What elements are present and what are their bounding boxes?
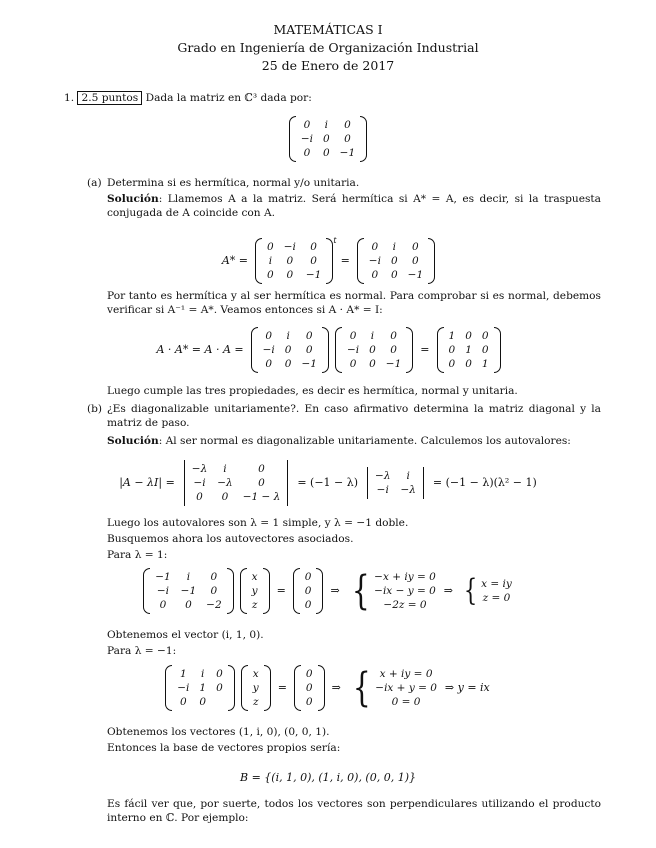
solution-intro: : Llamemos A a la matriz. Será hermítica si A* = A, es decir, si la traspuesta conjugada de A coincide con A.	[107, 193, 601, 219]
case1-vector-text: Obtenemos el vector (i, 1, 0).	[107, 629, 264, 641]
case1-matrix: −1 i 0 −i −1 0 0 0 −2	[143, 568, 233, 614]
case2-solution: ⇒ y = ix	[444, 680, 490, 694]
equation-determinant	[0, 460, 656, 506]
zero-vector: 0 0 0	[293, 568, 324, 614]
det-lhs: |A − λI| =	[119, 475, 175, 489]
part-a-label: (a)	[87, 177, 102, 189]
vector-xyz: x y z	[241, 665, 271, 711]
eq1-result: 0 i 0 −i 0 0 0 0 −1	[357, 238, 435, 284]
eq1-lhs: A* =	[221, 253, 249, 267]
transpose-mark: t	[333, 235, 337, 245]
det-matrix: −λ i 0 −i −λ 0 0 0 −1 − λ	[182, 460, 291, 506]
eq2-matrix-1: 0 i 0 −i 0 0 0 0 −1	[251, 327, 329, 373]
solution-label: Solución	[107, 435, 159, 447]
degree-title: Grado en Ingeniería de Organización Industrial	[177, 40, 479, 55]
part-a-text2: Por tanto es hermítica y al ser hermítica es normal. Para comprobar si es normal, debemos verificar si A⁻¹ = A*. Veamos entonces si A · A* = I:	[107, 290, 601, 316]
search-text: Busquemos ahora los autovectores asociados.	[107, 533, 354, 545]
identity-matrix: 1 0 0 0 1 0 0 0 1	[437, 327, 501, 373]
implies-sign: ⇒	[330, 583, 340, 597]
exam-date: 25 de Enero de 2017	[261, 58, 395, 73]
part-a-solution	[107, 193, 601, 221]
basis-text: Entonces la base de vectores propios sería:	[107, 742, 341, 754]
part-a-conclusion: Luego cumple las tres propiedades, es decir es hermítica, normal y unitaria.	[107, 385, 518, 397]
det-factor: = (−1 − λ)	[297, 475, 359, 489]
eq2-lhs: A · A* = A · A =	[156, 342, 244, 356]
det-result: = (−1 − λ)(λ² − 1)	[432, 475, 537, 489]
case1-solution: { x = iy z = 0	[463, 573, 512, 608]
part-b-label: (b)	[87, 403, 103, 415]
part-b-question: ¿Es diagonalizable unitariamente?. En caso afirmativo determina la matriz diagonal y la matriz de paso.	[107, 403, 601, 429]
problem-statement	[64, 92, 312, 106]
matrix-A-display	[0, 116, 656, 162]
equation-product	[0, 327, 656, 373]
case2-vectors-text: Obtenemos los vectores (1, i, 0), (0, 0, 1).	[107, 726, 330, 738]
course-title: MATEMÁTICAS I	[273, 22, 383, 37]
equals-sign: =	[276, 583, 286, 597]
final-text: Es fácil ver que, por suerte, todos los vectores son perpendiculares utilizando el producto interno en ℂ. Por ejemplo:	[107, 798, 601, 824]
eigenvalues-text: Luego los autovalores son λ = 1 simple, y λ = −1 doble.	[107, 517, 409, 529]
det-minor: −λ i −i −λ	[365, 467, 426, 499]
implies-sign: ⇒	[443, 583, 454, 597]
case1-equation	[0, 568, 656, 614]
equals-sign: =	[420, 342, 430, 356]
matrix-A: 0 i 0 −i 0 0 0 0 −1	[289, 116, 367, 162]
implies-sign: ⇒	[331, 680, 341, 694]
case1-system: { −x + iy = 0 −ix − y = 0 −2z = 0	[351, 568, 436, 614]
case2-equation	[0, 665, 656, 711]
case2-system: { x + iy = 0 −ix + y = 0 0 = 0	[352, 665, 437, 711]
problem-number: 1.	[64, 92, 75, 104]
case1-label: Para λ = 1:	[107, 549, 168, 561]
problem-text: Dada la matriz en ℂ³ dada por:	[145, 92, 312, 104]
eq1-matrix: 0 −i 0 i 0 0 0 0 −1	[255, 238, 333, 284]
part-a-question: Determina si es hermítica, normal y/o unitaria.	[107, 177, 360, 189]
basis-formula: B = {(i, 1, 0), (1, i, 0), (0, 0, 1)}	[239, 771, 416, 784]
vector-xyz: x y z	[240, 568, 270, 614]
part-b-solution	[107, 435, 601, 449]
solution-intro: : Al ser normal es diagonalizable unitariamente. Calculemos los autovalores:	[158, 435, 571, 447]
equals-sign: =	[340, 253, 350, 267]
equation-adjoint	[0, 235, 656, 284]
zero-vector: 0 0 0	[294, 665, 325, 711]
equals-sign: =	[277, 680, 287, 694]
case2-matrix: 1 i 0 −i 1 0 0 0	[165, 665, 235, 711]
solution-label: Solución	[107, 193, 159, 205]
case2-label: Para λ = −1:	[107, 645, 177, 657]
eq2-matrix-2: 0 i 0 −i 0 0 0 0 −1	[335, 327, 413, 373]
points-box: 2.5 puntos	[77, 91, 142, 105]
